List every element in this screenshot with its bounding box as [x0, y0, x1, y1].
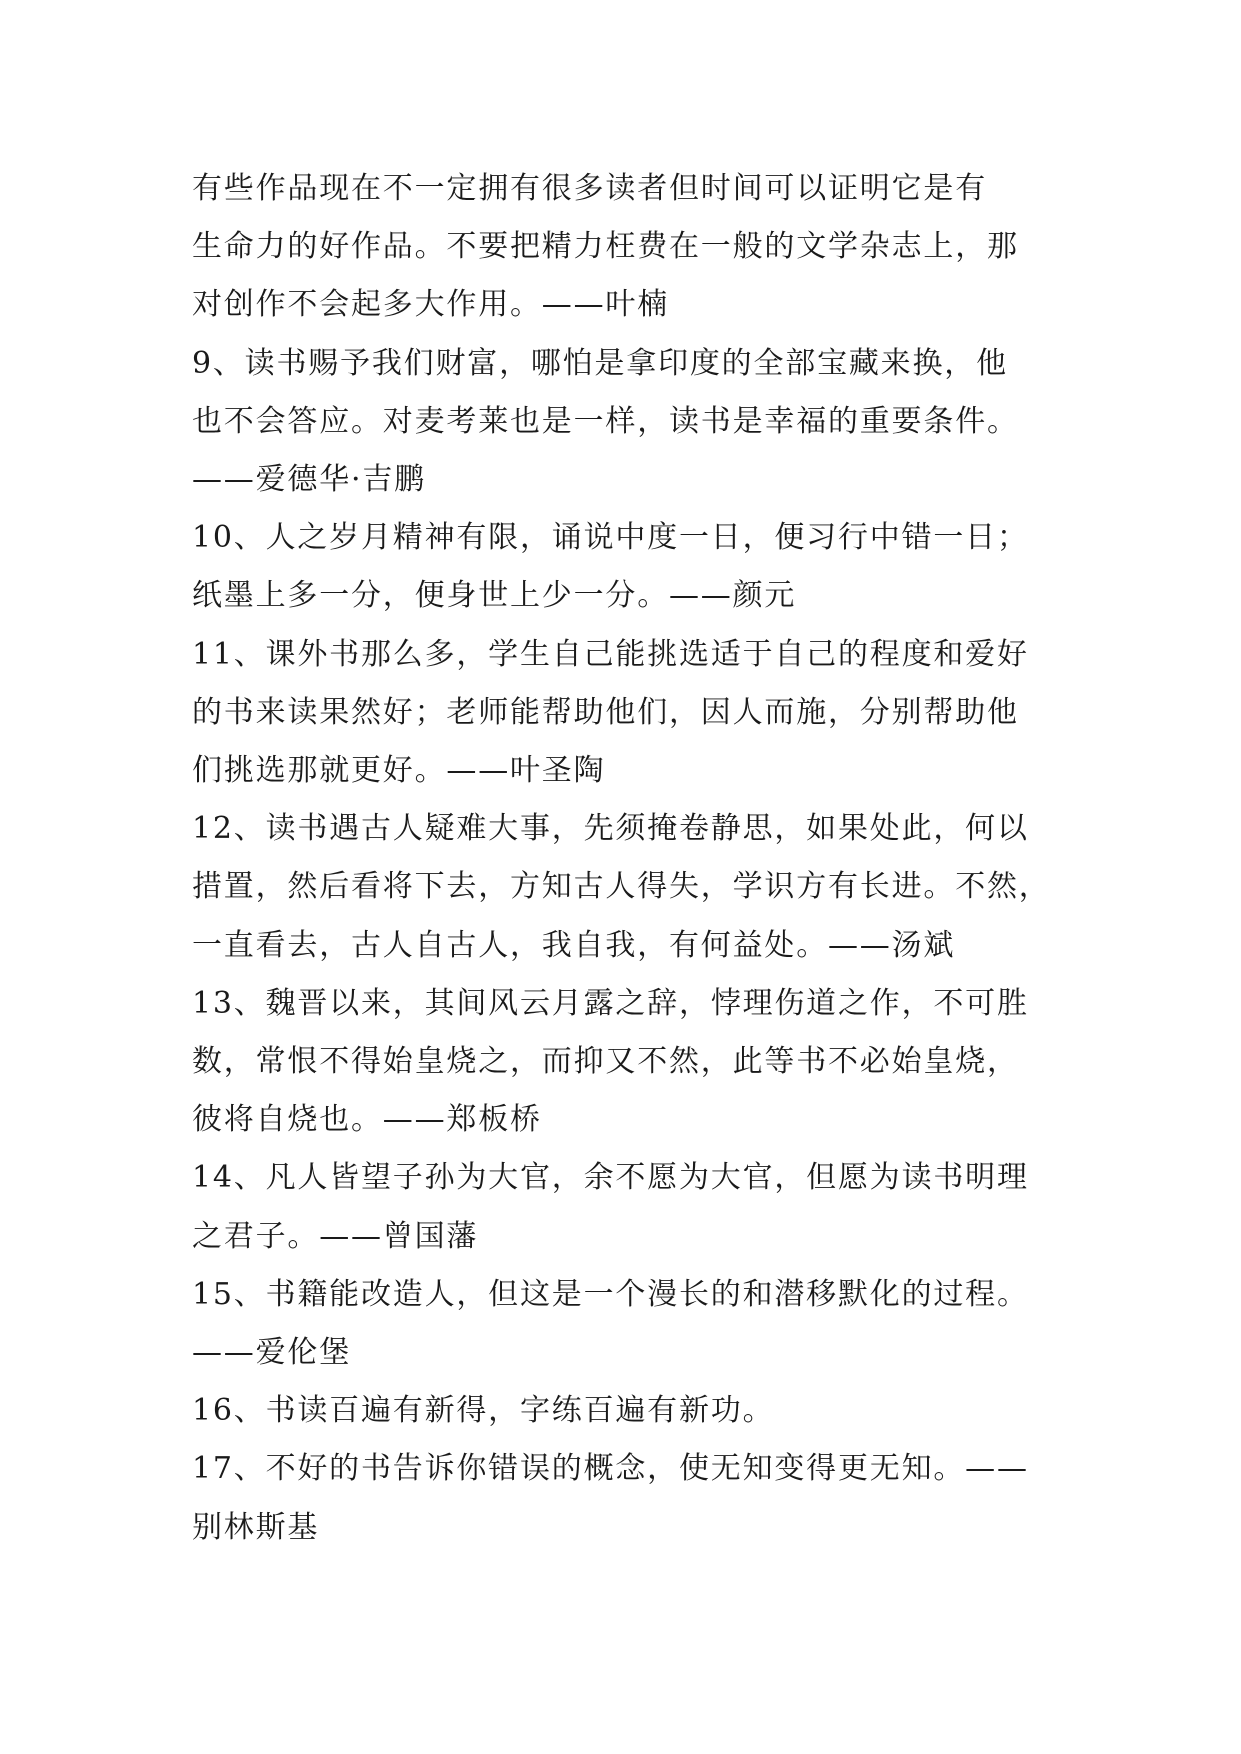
text-line: 对创作不会起多大作用。——叶楠 — [192, 287, 669, 323]
quote-item-17 — [192, 1440, 1072, 1556]
text-line: ——爱德华·吉鹏 — [192, 462, 426, 498]
text-line: 14、凡人皆望子孙为大官，余不愿为大官，但愿为读书明理 — [192, 1160, 1029, 1196]
text-line: 之君子。——曾国藩 — [192, 1218, 479, 1254]
text-line: 10、人之岁月精神有限，诵说中度一日，便习行中错一日； — [192, 520, 1029, 556]
quote-item-11 — [192, 626, 1072, 801]
text-line: 数，常恨不得始皇烧之，而抑又不然，此等书不必始皇烧， — [192, 1044, 1019, 1080]
quote-item-10 — [192, 509, 1072, 625]
text-line: ——爱伦堡 — [192, 1335, 351, 1371]
text-line: 有些作品现在不一定拥有很多读者但时间可以证明它是有 — [192, 171, 987, 206]
text-line: 一直看去，古人自古人，我自我，有何益处。——汤斌 — [192, 927, 956, 963]
text-line: 彼将自烧也。——郑板桥 — [192, 1102, 542, 1138]
quote-item-16 — [192, 1382, 1072, 1440]
text-line: 生命力的好作品。不要把精力枉费在一般的文学杂志上，那 — [192, 229, 1019, 265]
text-line: 措置，然后看将下去，方知古人得失，学识方有长进。不然， — [192, 869, 1051, 905]
text-line: 们挑选那就更好。——叶圣陶 — [192, 753, 606, 789]
text-line: 17、不好的书告诉你错误的概念，使无知变得更无知。—— — [192, 1451, 1029, 1487]
quote-item-14 — [192, 1149, 1072, 1265]
text-line: 纸墨上多一分，便身世上少一分。——颜元 — [192, 578, 797, 614]
text-line: 的书来读果然好；老师能帮助他们，因人而施，分别帮助他 — [192, 694, 1019, 730]
text-line: 15、书籍能改造人，但这是一个漫长的和潜移默化的过程。 — [192, 1276, 1029, 1312]
quote-item-15 — [192, 1266, 1072, 1382]
quote-item-12 — [192, 800, 1072, 975]
text-line: 11、课外书那么多，学生自己能挑选适于自己的程度和爱好 — [192, 636, 1029, 672]
text-line: 别林斯基 — [192, 1509, 320, 1545]
quote-item-13 — [192, 975, 1072, 1150]
quote-item-9 — [192, 335, 1072, 510]
paragraph-continuation — [192, 160, 1072, 335]
text-line: 也不会答应。对麦考莱也是一样，读书是幸福的重要条件。 — [192, 403, 1019, 439]
text-line: 16、书读百遍有新得，字练百遍有新功。 — [192, 1393, 775, 1429]
text-line: 12、读书遇古人疑难大事，先须掩卷静思，如果处此，何以 — [192, 811, 1029, 847]
text-line: 9、读书赐予我们财富，哪怕是拿印度的全部宝藏来换，他 — [192, 345, 1008, 381]
text-line: 13、魏晋以来，其间风云月露之辞，悖理伤道之作，不可胜 — [192, 985, 1029, 1021]
document-page — [192, 160, 1072, 1557]
